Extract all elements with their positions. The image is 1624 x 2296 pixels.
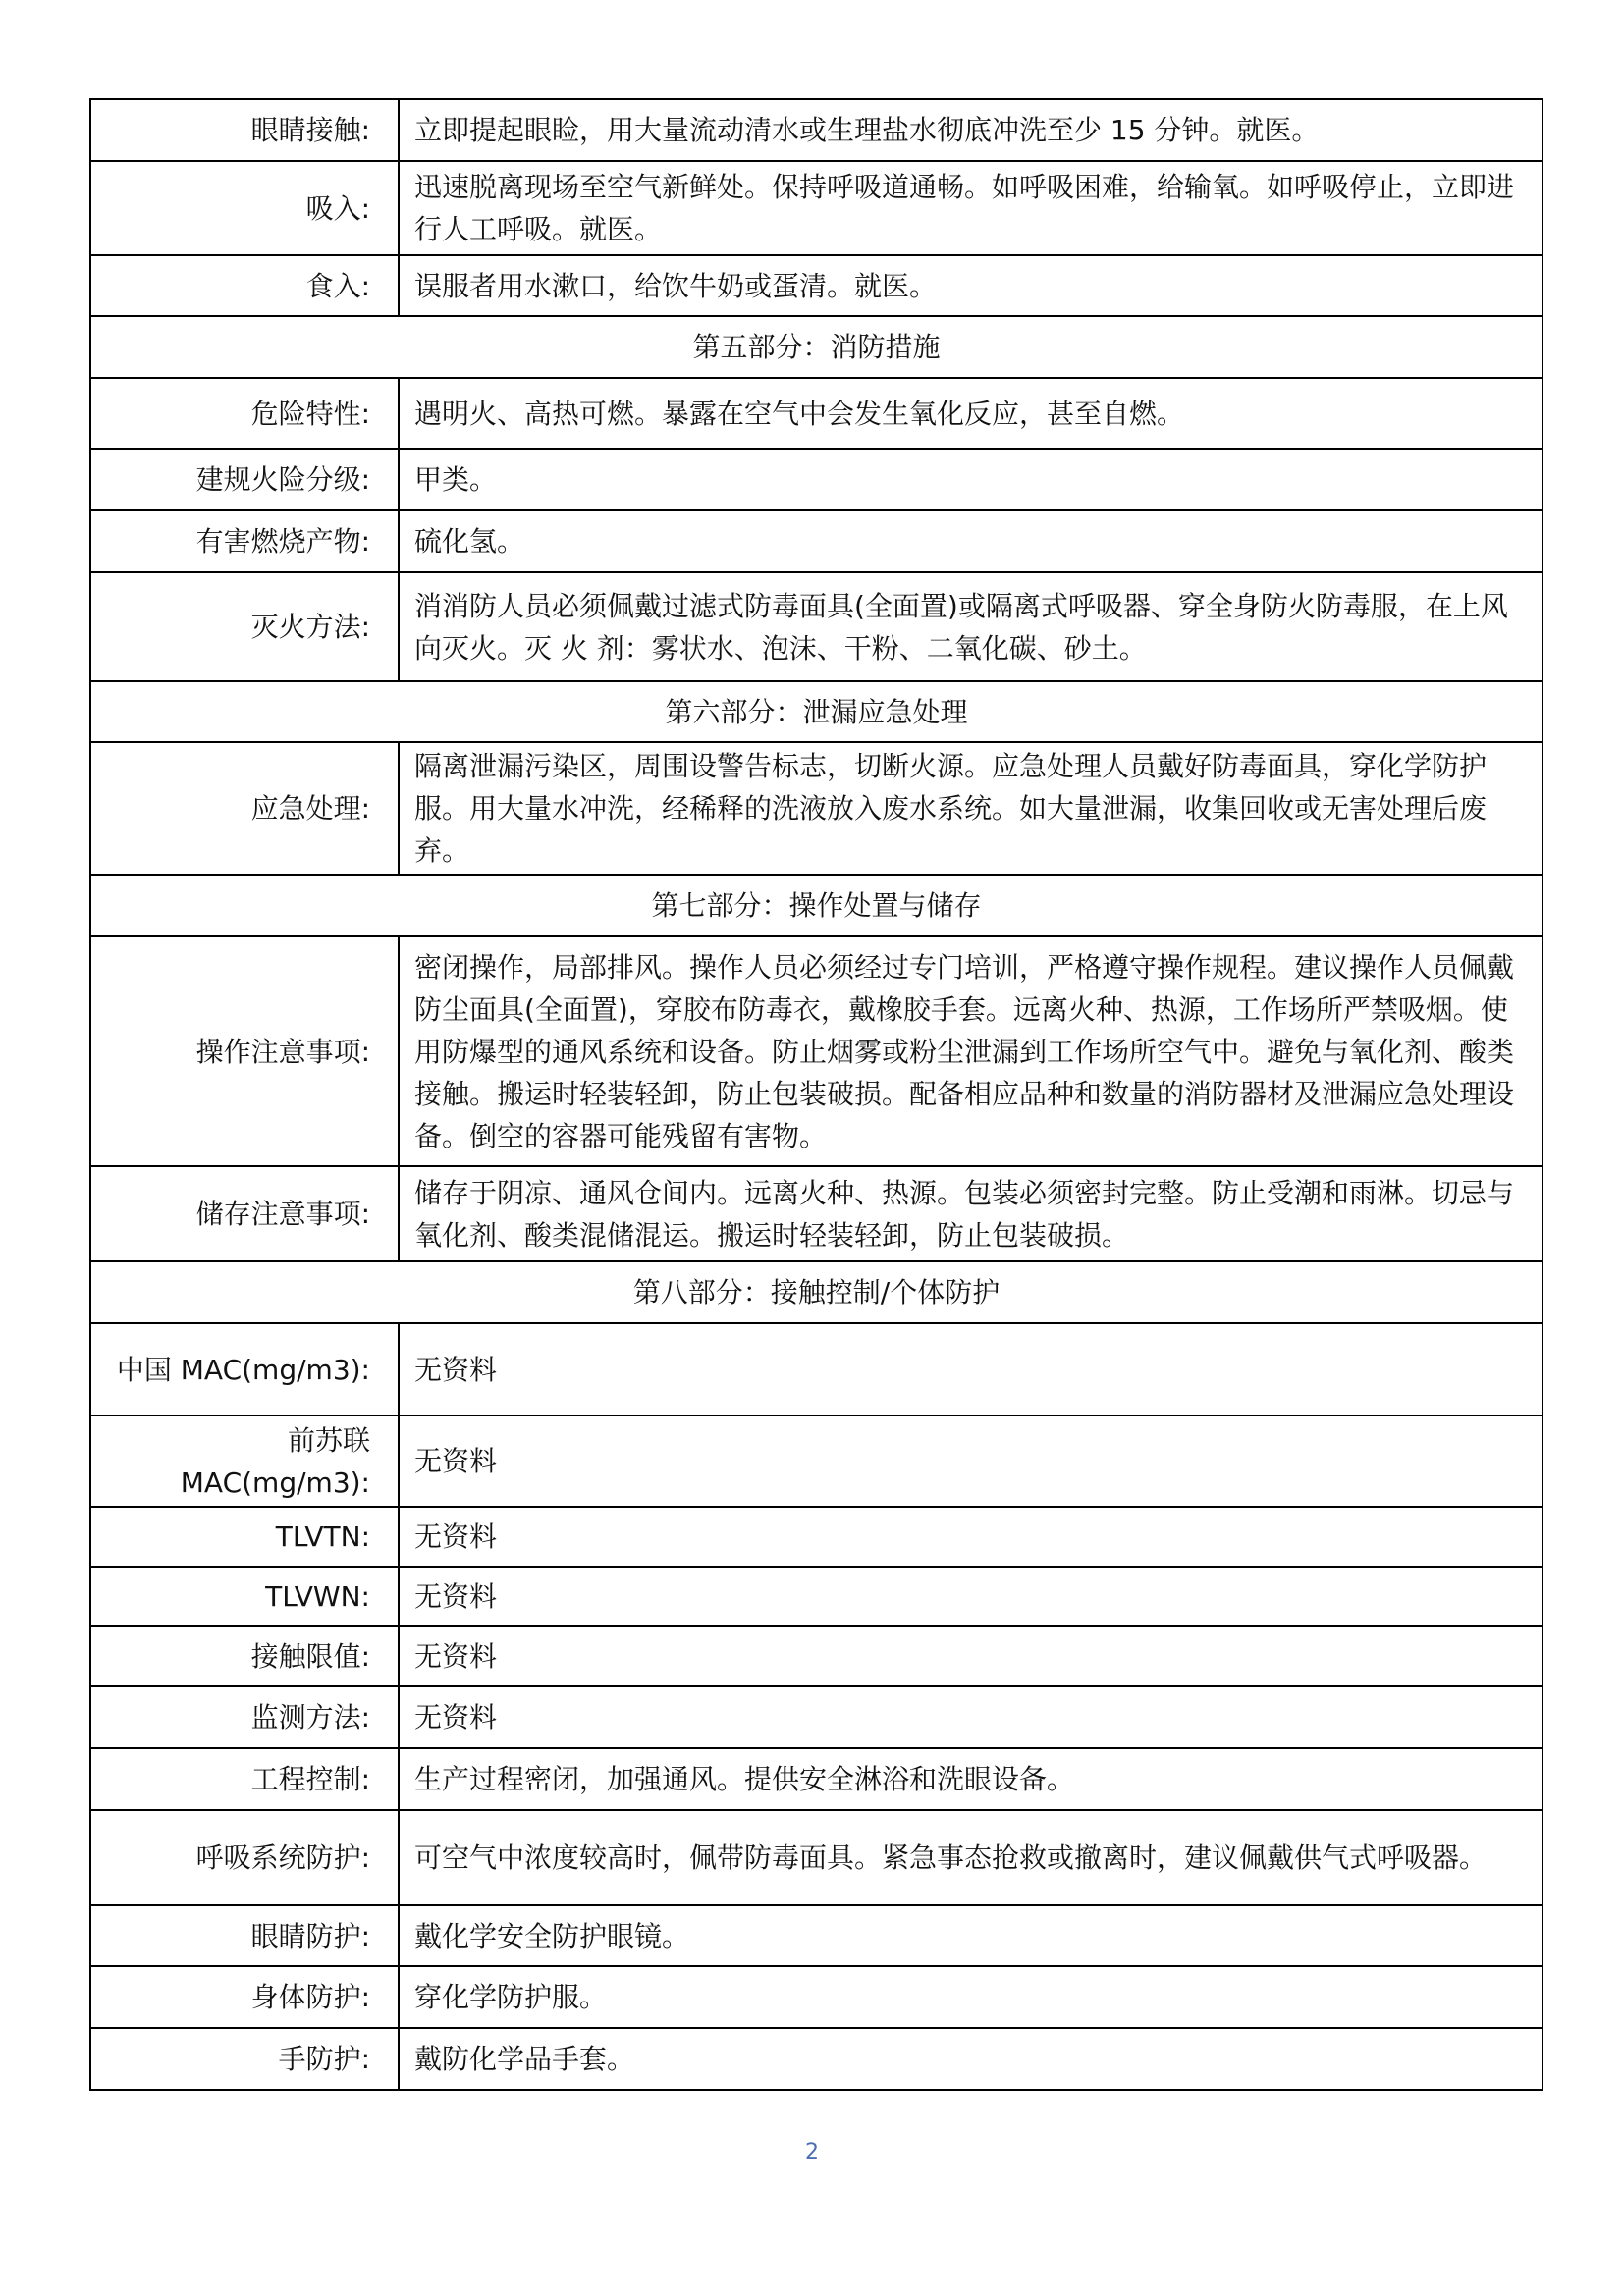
section-title: 第五部分：消防措施 (90, 316, 1543, 378)
table-row (90, 1507, 1543, 1567)
row-label: 建规火险分级: (90, 449, 399, 510)
row-value: 遇明火、高热可燃。暴露在空气中会发生氧化反应，甚至自燃。 (399, 378, 1543, 449)
table-row (90, 161, 1543, 255)
row-value: 立即提起眼睑，用大量流动清水或生理盐水彻底冲洗至少 15 分钟。就医。 (399, 99, 1543, 161)
table-row (90, 449, 1543, 510)
section-header-row (90, 1261, 1543, 1323)
table-row (90, 936, 1543, 1166)
row-label: 工程控制: (90, 1748, 399, 1810)
section-title: 第六部分：泄漏应急处理 (90, 681, 1543, 742)
row-label: 手防护: (90, 2028, 399, 2090)
row-value: 密闭操作，局部排风。操作人员必须经过专门培训，严格遵守操作规程。建议操作人员佩戴防尘面具(全面置)，穿胶布防毒衣，戴橡胶手套。远离火种、热源，工作场所严禁吸烟。使用防爆型的通风系统和设备。防止烟雾或粉尘泄漏到工作场所空气中。避免与氧化剂、酸类接触。搬运时轻装轻卸，防止包装破损。配备相应品种和数量的消防器材及泄漏应急处理设备。倒空的容器可能残留有害物。 (399, 936, 1543, 1166)
row-value: 无资料 (399, 1567, 1543, 1626)
safety-data-table (89, 98, 1543, 2091)
row-label: 吸入: (90, 161, 399, 255)
row-label: 监测方法: (90, 1686, 399, 1748)
row-label: 眼睛防护: (90, 1905, 399, 1966)
page-number: 2 (805, 2140, 819, 2164)
table-row (90, 1567, 1543, 1626)
row-label: 灭火方法: (90, 572, 399, 681)
table-row (90, 255, 1543, 316)
row-value: 硫化氢。 (399, 510, 1543, 572)
row-label: 中国 MAC(mg/m3): (90, 1323, 399, 1415)
row-value: 穿化学防护服。 (399, 1966, 1543, 2028)
table-row (90, 572, 1543, 681)
row-value: 无资料 (399, 1626, 1543, 1686)
row-label: 有害燃烧产物: (90, 510, 399, 572)
table-row (90, 2028, 1543, 2090)
row-label: 呼吸系统防护: (90, 1810, 399, 1905)
table-row (90, 742, 1543, 875)
row-label: TLVTN: (90, 1507, 399, 1567)
row-value: 戴防化学品手套。 (399, 2028, 1543, 2090)
row-value: 迅速脱离现场至空气新鲜处。保持呼吸道通畅。如呼吸困难，给输氧。如呼吸停止，立即进行人工呼吸。就医。 (399, 161, 1543, 255)
row-label: 接触限值: (90, 1626, 399, 1686)
section-title: 第七部分：操作处置与储存 (90, 875, 1543, 936)
table-row (90, 378, 1543, 449)
table-row (90, 1966, 1543, 2028)
row-value: 无资料 (399, 1686, 1543, 1748)
section-header-row (90, 875, 1543, 936)
table-row (90, 510, 1543, 572)
row-label: 身体防护: (90, 1966, 399, 2028)
row-value: 隔离泄漏污染区，周围设警告标志，切断火源。应急处理人员戴好防毒面具，穿化学防护服。用大量水冲洗，经稀释的洗液放入废水系统。如大量泄漏，收集回收或无害处理后废弃。 (399, 742, 1543, 875)
row-label: TLVWN: (90, 1567, 399, 1626)
row-label: 储存注意事项: (90, 1166, 399, 1261)
row-value: 甲类。 (399, 449, 1543, 510)
row-value: 无资料 (399, 1415, 1543, 1507)
row-label: 操作注意事项: (90, 936, 399, 1166)
row-label: 眼睛接触: (90, 99, 399, 161)
row-value: 可空气中浓度较高时，佩带防毒面具。紧急事态抢救或撤离时，建议佩戴供气式呼吸器。 (399, 1810, 1543, 1905)
section-header-row (90, 681, 1543, 742)
table-row (90, 1626, 1543, 1686)
table-row (90, 1166, 1543, 1261)
row-value: 误服者用水漱口，给饮牛奶或蛋清。就医。 (399, 255, 1543, 316)
row-label: 食入: (90, 255, 399, 316)
row-value: 储存于阴凉、通风仓间内。远离火种、热源。包装必须密封完整。防止受潮和雨淋。切忌与氧化剂、酸类混储混运。搬运时轻装轻卸，防止包装破损。 (399, 1166, 1543, 1261)
table-row (90, 1810, 1543, 1905)
table-row (90, 1686, 1543, 1748)
table-row (90, 1415, 1543, 1507)
section-title: 第八部分：接触控制/个体防护 (90, 1261, 1543, 1323)
row-label: 应急处理: (90, 742, 399, 875)
table-row (90, 1905, 1543, 1966)
section-header-row (90, 316, 1543, 378)
row-value: 消消防人员必须佩戴过滤式防毒面具(全面置)或隔离式呼吸器、穿全身防火防毒服，在上风向灭火。灭 火 剂：雾状水、泡沫、干粉、二氧化碳、砂土。 (399, 572, 1543, 681)
row-value: 无资料 (399, 1507, 1543, 1567)
row-value: 戴化学安全防护眼镜。 (399, 1905, 1543, 1966)
row-value: 无资料 (399, 1323, 1543, 1415)
table-row (90, 1748, 1543, 1810)
row-value: 生产过程密闭，加强通风。提供安全淋浴和洗眼设备。 (399, 1748, 1543, 1810)
row-label: 危险特性: (90, 378, 399, 449)
table-row (90, 99, 1543, 161)
table-row (90, 1323, 1543, 1415)
row-label: 前苏联 MAC(mg/m3): (90, 1415, 399, 1507)
